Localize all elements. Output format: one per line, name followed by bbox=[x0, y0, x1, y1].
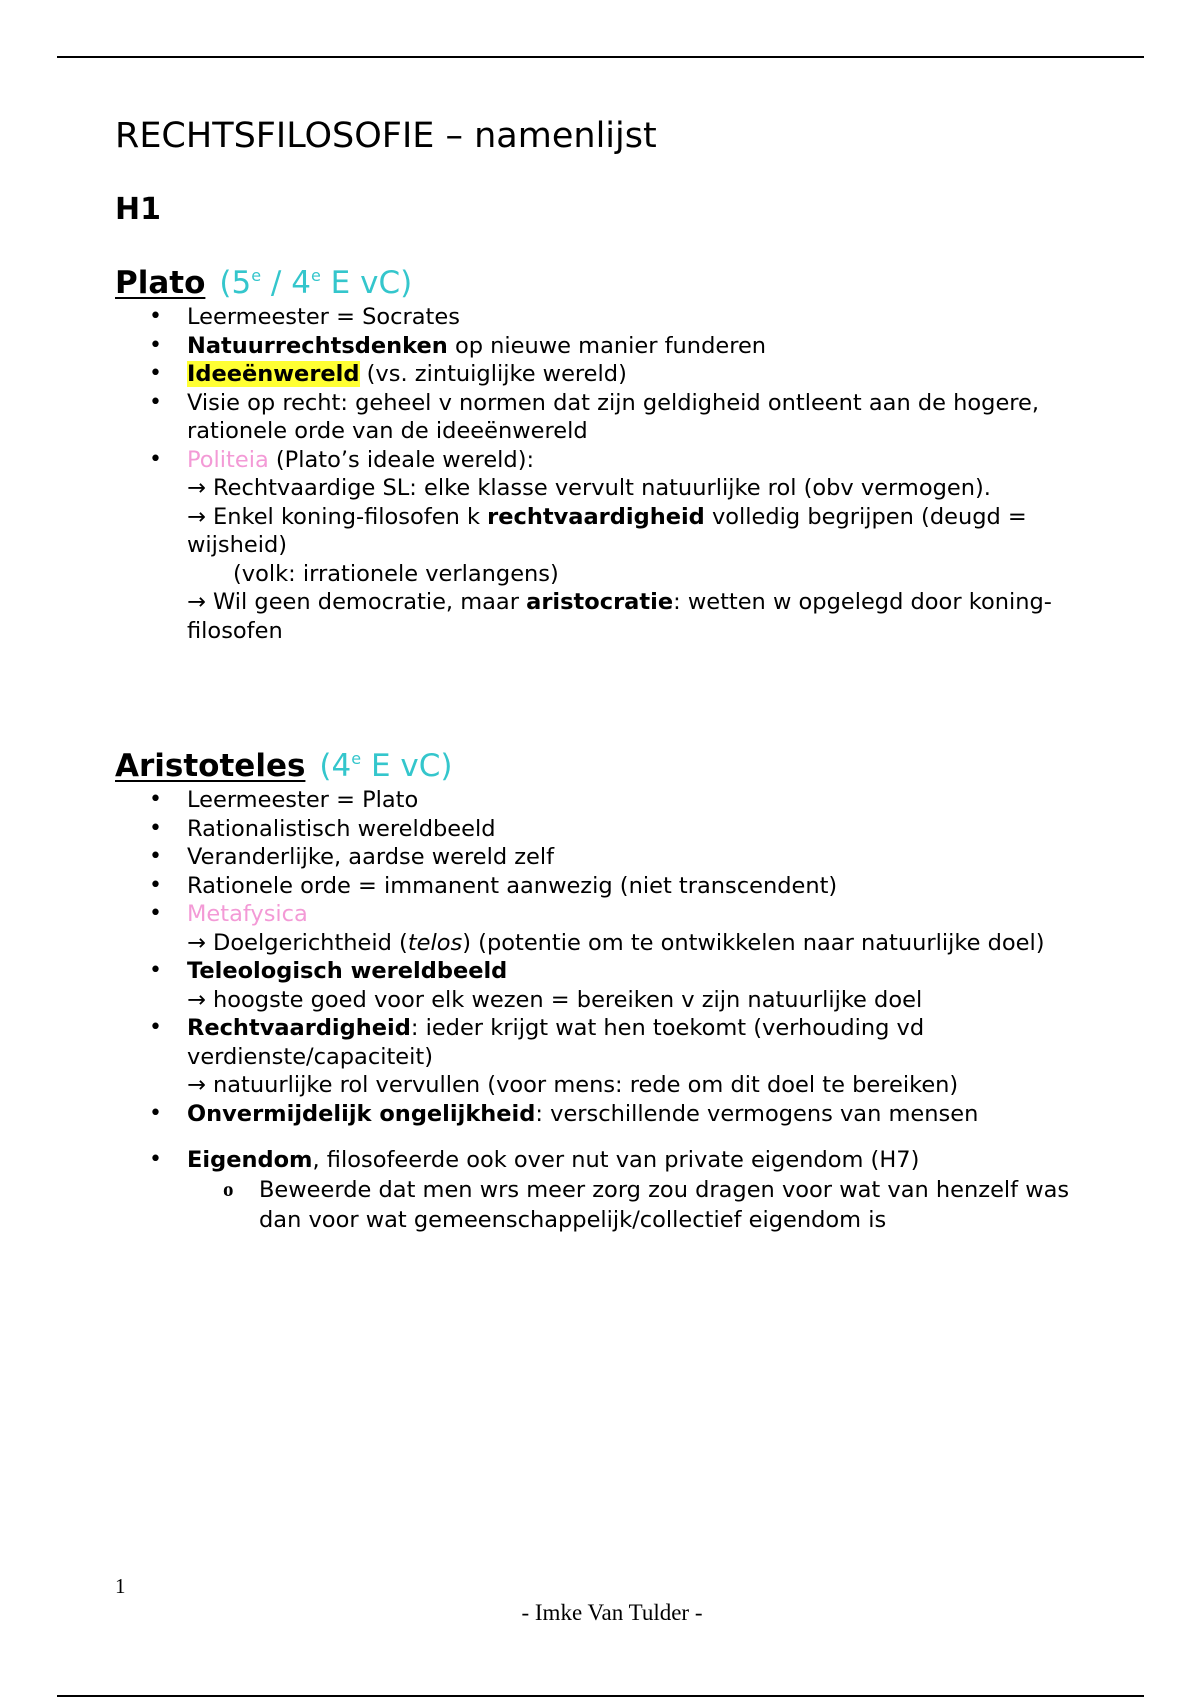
document-title: RECHTSFILOSOFIE – namenlijst bbox=[115, 116, 657, 156]
list-item: • Ideeënwereld (vs. zintuiglijke wereld) bbox=[187, 360, 1115, 389]
aristoteles-name: Aristoteles bbox=[115, 748, 306, 784]
list-item: • Leermeester = Socrates bbox=[187, 303, 1115, 332]
list-item: • Natuurrechtsdenken op nieuwe manier funderen bbox=[187, 332, 1115, 361]
list-item: • Rationalistisch wereldbeeld bbox=[187, 815, 1115, 844]
aristoteles-heading bbox=[115, 739, 1115, 786]
highlighted-term: Ideeënwereld bbox=[187, 361, 360, 387]
term-politeia: Politeia bbox=[187, 446, 269, 473]
list-item: • Eigendom, filosofeerde ook over nut van private eigendom (H7) o Beweerde dat men wrs meer zorg zou dragen voor wat van henzelf was dan voor wat gemeenschappelijk/collectief eigendom is bbox=[187, 1146, 1115, 1235]
page-number: 1 bbox=[115, 1574, 126, 1598]
list-item: • Onvermijdelijk ongelijkheid: verschillende vermogens van mensen bbox=[187, 1100, 1115, 1129]
plato-heading bbox=[115, 256, 1115, 303]
sub-list bbox=[115, 1175, 1115, 1235]
header-rule bbox=[57, 56, 1144, 58]
list-item: • Visie op recht: geheel v normen dat zijn geldigheid ontleent aan de hogere, rationele orde van de ideeënwereld bbox=[187, 389, 1115, 446]
list-item: • Rationele orde = immanent aanwezig (niet transcendent) bbox=[187, 872, 1115, 901]
list-item: • Rechtvaardigheid: ieder krijgt wat hen toekomt (verhouding vd verdienste/capaciteit) → natuurlijke rol vervullen (voor mens: rede om dit doel te bereiken) bbox=[187, 1014, 1115, 1100]
sub-list-item: o Beweerde dat men wrs meer zorg zou dragen voor wat van henzelf was dan voor wat gemeenschappelijk/collectief eigendom is bbox=[259, 1175, 1115, 1235]
list-item: • Politeia (Plato’s ideale wereld): → Rechtvaardige SL: elke klasse vervult natuurlijke rol (obv vermogen). → Enkel koning-filosofen k rechtvaardigheid volledig begrijpen (deugd = wijsheid) (volk: irrationele verlangens) → Wil geen democratie, maar aristocratie: wetten w opgelegd door koning-filosofen bbox=[187, 446, 1115, 646]
aristoteles-list bbox=[115, 786, 1115, 1235]
list-item: • Veranderlijke, aardse wereld zelf bbox=[187, 843, 1115, 872]
plato-list bbox=[115, 303, 1115, 645]
list-item: • Metafysica → Doelgerichtheid (telos) (potentie om te ontwikkelen naar natuurlijke doel) bbox=[187, 900, 1115, 957]
plato-era: (5e / 4e E vC) bbox=[219, 265, 413, 301]
list-item: • Leermeester = Plato bbox=[187, 786, 1115, 815]
plato-name: Plato bbox=[115, 265, 206, 301]
footer-rule bbox=[57, 1695, 1144, 1697]
term-metafysica: Metafysica bbox=[187, 901, 308, 927]
chapter-heading: H1 bbox=[115, 192, 161, 227]
document-body bbox=[115, 112, 1115, 1235]
footer-author: - Imke Van Tulder - bbox=[521, 1600, 703, 1625]
list-item: • Teleologisch wereldbeeld → hoogste goed voor elk wezen = bereiken v zijn natuurlijke doel bbox=[187, 957, 1115, 1014]
aristoteles-era: (4e E vC) bbox=[319, 748, 453, 784]
